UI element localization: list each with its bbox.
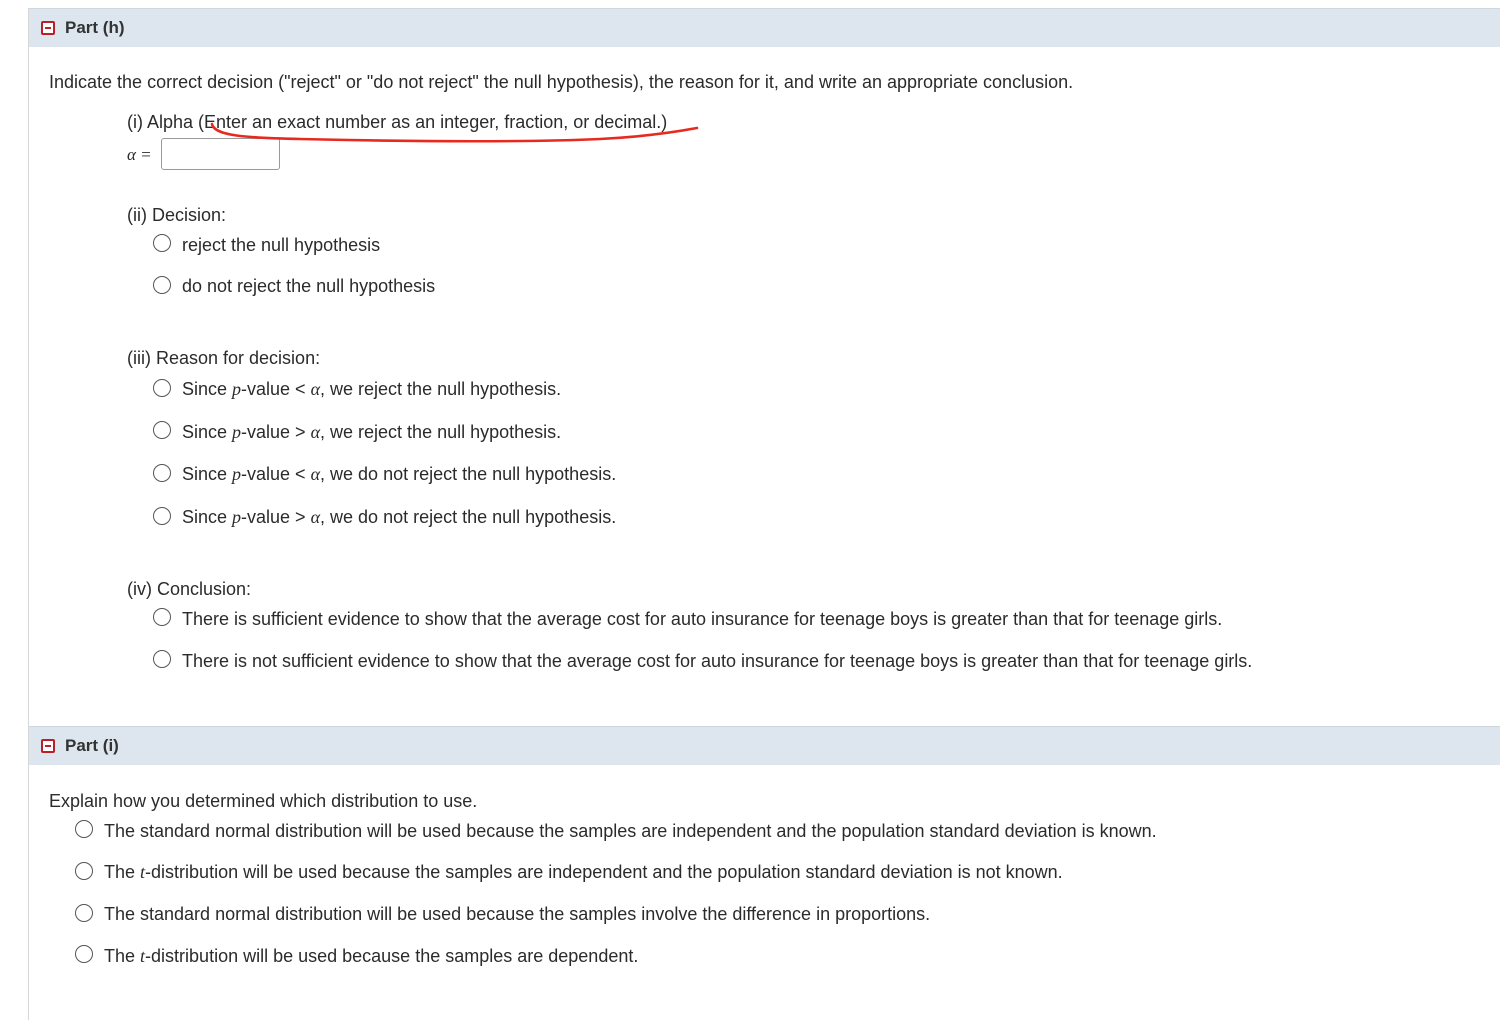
distribution-option-1-label[interactable]: The standard normal distribution will be used because the samples are independent and the population standard deviation is known. — [104, 821, 1157, 841]
decision-reject-label[interactable]: reject the null hypothesis — [182, 235, 381, 255]
conclusion-option-1-label[interactable]: There is sufficient evidence to show that the average cost for auto insurance for teenage boys is greater than that for teenage girls. — [182, 609, 1223, 629]
reason-option-4-label[interactable]: Since p-value > α, we do not reject the null hypothesis. — [182, 507, 617, 527]
conclusion-option-1-radio[interactable] — [153, 608, 171, 626]
distribution-option-2-label[interactable]: The t-distribution will be used because the samples are independent and the population standard deviation is not known. — [104, 862, 1063, 882]
collapse-icon[interactable] — [41, 739, 55, 753]
distribution-option-3-label[interactable]: The standard normal distribution will be used because the samples involve the difference in proportions. — [104, 904, 931, 924]
alpha-symbol: α = — [127, 145, 152, 164]
distribution-option-1-radio[interactable] — [75, 820, 93, 838]
content-frame-border — [28, 8, 29, 1020]
part-h-header[interactable] — [29, 8, 1500, 47]
part-h-title: Part (h) — [65, 18, 125, 37]
distribution-option-4-label[interactable]: The t-distribution will be used because the samples are dependent. — [104, 946, 639, 966]
decision-reject-radio[interactable] — [153, 234, 171, 252]
part-i-header[interactable] — [29, 726, 1500, 765]
decision-do-not-reject-radio[interactable] — [153, 276, 171, 294]
reason-option-3-radio[interactable] — [153, 464, 171, 482]
alpha-hint: Enter an exact number as an integer, fraction, or decimal. — [204, 112, 662, 132]
reason-option-1-label[interactable]: Since p-value < α, we reject the null hypothesis. — [182, 379, 562, 399]
conclusion-option-2-radio[interactable] — [153, 650, 171, 668]
part-i-title: Part (i) — [65, 736, 119, 755]
reason-label: (iii) Reason for decision: — [127, 348, 321, 368]
reason-option-3-label[interactable]: Since p-value < α, we do not reject the null hypothesis. — [182, 464, 617, 484]
distribution-option-2-radio[interactable] — [75, 862, 93, 880]
reason-option-4-radio[interactable] — [153, 507, 171, 525]
alpha-input[interactable] — [161, 138, 280, 170]
distribution-option-4-radio[interactable] — [75, 945, 93, 963]
conclusion-label: (iv) Conclusion: — [127, 579, 252, 599]
distribution-option-3-radio[interactable] — [75, 904, 93, 922]
decision-label: (ii) Decision: — [127, 205, 227, 225]
reason-option-2-radio[interactable] — [153, 421, 171, 439]
reason-option-1-radio[interactable] — [153, 379, 171, 397]
part-i-instruction: Explain how you determined which distribution to use. — [49, 791, 478, 811]
decision-do-not-reject-label[interactable]: do not reject the null hypothesis — [182, 276, 436, 296]
reason-option-2-label[interactable]: Since p-value > α, we reject the null hypothesis. — [182, 422, 562, 442]
alpha-label: (i) Alpha (Enter an exact number as an integer, fraction, or decimal.) — [127, 112, 668, 132]
conclusion-option-2-label[interactable]: There is not sufficient evidence to show that the average cost for auto insurance for teenage boys is greater than that for teenage girls. — [182, 651, 1253, 671]
part-h-instruction: Indicate the correct decision ("reject" or "do not reject" the null hypothesis), the reason for it, and write an appropriate conclusion. — [49, 72, 1074, 92]
collapse-icon[interactable] — [41, 21, 55, 35]
